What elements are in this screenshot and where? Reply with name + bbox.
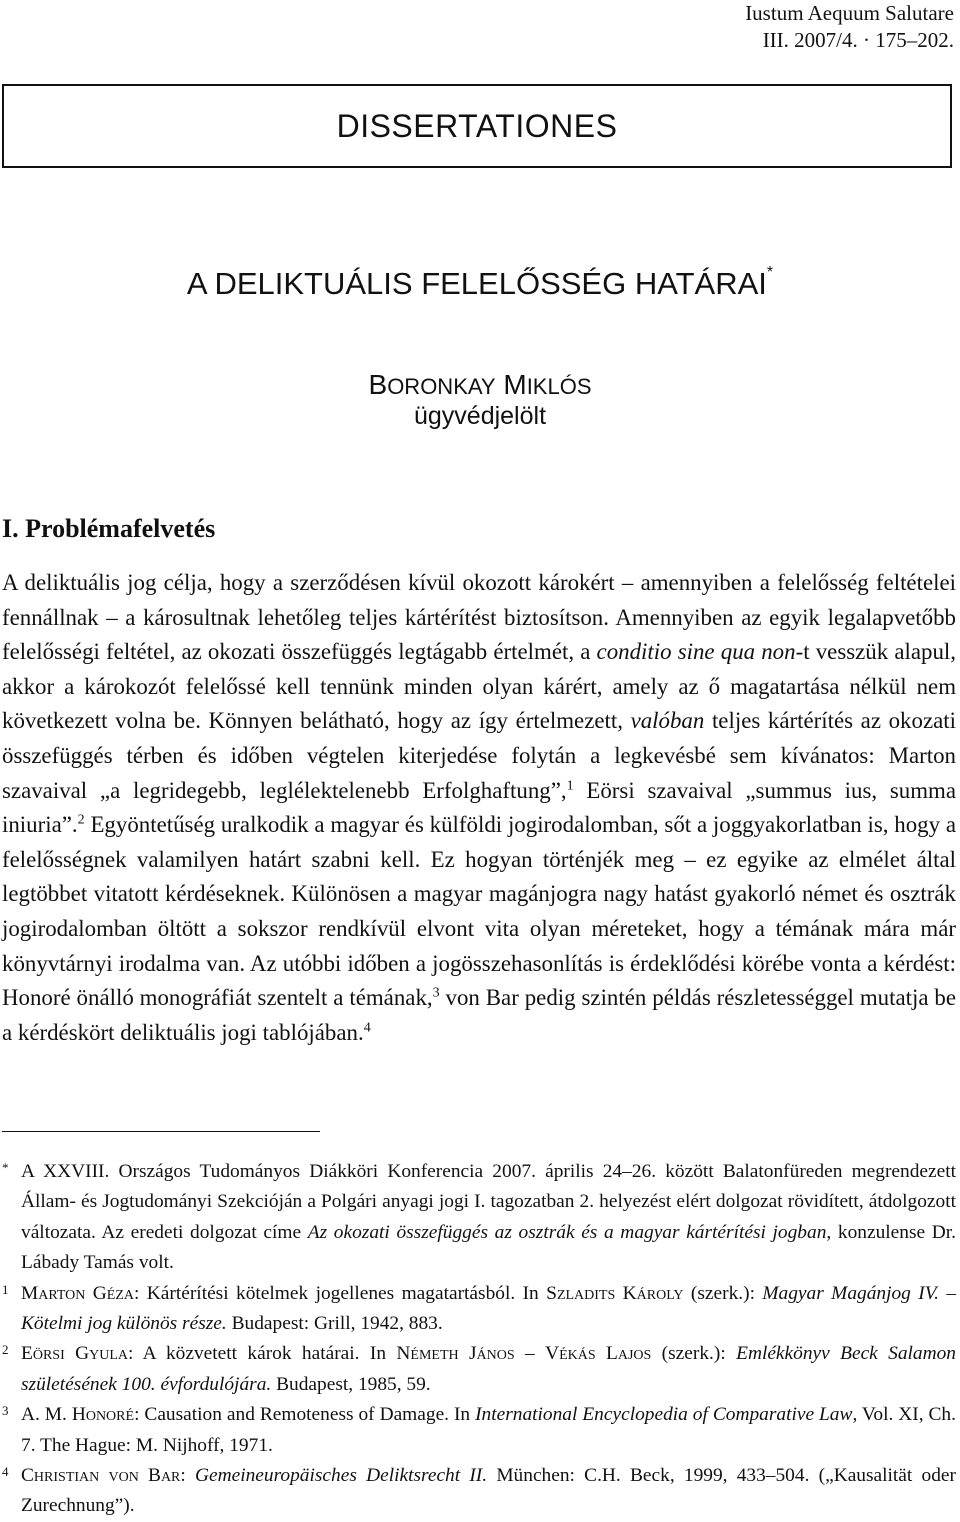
text-run: Eörsi szavaival „summus ius, summa iniuria”. bbox=[2, 777, 956, 838]
article-title-text: A DELIKTUÁLIS FELELŐSSÉG HATÁRAI bbox=[186, 266, 767, 301]
footnote-ref-3[interactable]: 3 bbox=[432, 985, 440, 1001]
text-run: von Bar pedig szintén példás részletességgel mutatja be a kérdéskört deliktuális jogi tablójában. bbox=[2, 985, 956, 1045]
footnote-mark: 3 bbox=[2, 1403, 9, 1419]
journal-name: Iustum Aequum Salutare bbox=[745, 1, 954, 25]
article-title bbox=[0, 266, 960, 302]
footnote-text: : Causation and Remoteness of Damage. In bbox=[134, 1404, 476, 1426]
footnote-author: Eörsi Gyula bbox=[21, 1343, 128, 1365]
section-banner: DISSERTATIONES bbox=[2, 84, 952, 168]
footnote-author: Marton Géza bbox=[21, 1282, 134, 1304]
footnote-ref-4[interactable]: 4 bbox=[363, 1020, 371, 1036]
footnote-divider bbox=[2, 1131, 320, 1132]
footnote-text: (szerk.): bbox=[651, 1343, 737, 1365]
footnote-mark: 1 bbox=[2, 1281, 9, 1297]
footnote-italic: International Encyclopedia of Comparative Law bbox=[475, 1404, 853, 1426]
author-name bbox=[0, 369, 960, 401]
text-run: Egyöntetűség uralkodik a magyar és külföldi jogirodalomban, sőt a joggyakorlatban is, hogy a felelősségnek valamilyen határt szabni kell. Ez hogyan történjék meg – ez egyike az elmélet által legtöbbet vitatott kérdéseknek. Különösen a magyar magánjogra nagy hatást gyakorló német és osztrák jogirodalomban öltött a sokszor rendkívül elvont vita olyan méreteket, hogy a témának mára már könyvtárnyi irodalma van. Az utóbbi időben a jogösszehasonlítás is érdeklődési körébe vonta a kérdést: Honoré önálló monográfiát szentelt a témának, bbox=[2, 812, 956, 1011]
footnote-italic: Emlékkönyv Beck Salamon születésének 100. évfordulójára. bbox=[21, 1343, 957, 1395]
author-role: ügyvédjelölt bbox=[413, 402, 547, 430]
footnote-author: Christian von Bar bbox=[21, 1465, 181, 1487]
journal-header bbox=[745, 0, 954, 54]
footnote-editor: Vékás Lajos bbox=[545, 1343, 652, 1365]
footnote-italic: Gemeineuropäisches Deliktsrecht II. bbox=[194, 1465, 488, 1487]
section-heading: I. Problémafelvetés bbox=[2, 514, 216, 543]
footnote-text: A XXVIII. Országos Tudományos Diákköri Konferencia 2007. április 24–26. között Balatonfüreden megrendezett Állam- és Jogtudományi Szekcióján a Polgári anyagi jogi I. tagozatban 2. helyezést elért dolgozat rövidített, átdolgozott változata. Az eredeti dolgozat címe bbox=[21, 1161, 956, 1243]
text-run: teljes kártérítés az okozati összefüggés térben és időben végtelen kiterjedése folytán a legkevésbé sem kívánatos: Marton szavaival „a legridegebb, leglélektelenebb Erfolghaftung”, bbox=[2, 708, 956, 803]
footnote-text: München: C.H. Beck, 1999, 433–504. („Kausalität oder Zurechnung”). bbox=[21, 1465, 956, 1517]
footnote-editor: Szladits Károly bbox=[546, 1282, 684, 1304]
footnote-text: Budapest, 1985, 59. bbox=[271, 1373, 431, 1395]
footnote-text: : A közvetett károk határai. In bbox=[128, 1343, 397, 1365]
footnote-2 bbox=[2, 1339, 956, 1400]
footnote-mark: 4 bbox=[2, 1464, 9, 1480]
footnote-text: (szerk.): bbox=[683, 1282, 763, 1304]
footnote-italic: Az okozati összefüggés az osztrák és a magyar kártérítési jogban bbox=[307, 1221, 827, 1243]
text-run-italic: valóban bbox=[630, 708, 705, 734]
title-footnote-mark[interactable]: * bbox=[766, 264, 774, 281]
footnote-text: , konzulense Dr. Lábady Tamás volt. bbox=[21, 1221, 956, 1274]
footnote-4 bbox=[2, 1461, 956, 1522]
footnote-1 bbox=[2, 1279, 956, 1340]
footnote-star bbox=[2, 1157, 956, 1279]
footnote-text: : Kártérítési kötelmek jogellenes magatartásból. In bbox=[134, 1282, 547, 1304]
footnote-text: A. M. bbox=[21, 1404, 72, 1426]
author-surname-initial: B bbox=[368, 369, 388, 400]
paragraph bbox=[2, 566, 956, 1050]
text-run: -t vesszük alapul, akkor a károkozót felelőssé kell tennünk minden olyan kárért, amely az ő magatartása nélkül nem következett volna be. Könnyen belátható, hogy az így értelmezett, bbox=[2, 639, 956, 734]
footnote-author: Honoré bbox=[71, 1404, 135, 1426]
footnote-mark: 2 bbox=[2, 1342, 9, 1358]
footnote-text: – bbox=[514, 1343, 546, 1365]
author-surname-rest: ORONKAY bbox=[387, 374, 496, 399]
footnote-3 bbox=[2, 1400, 956, 1461]
footnote-text: , Vol. XI, Ch. 7. The Hague: M. Nijhoff, 1971. bbox=[21, 1404, 956, 1456]
footnotes bbox=[2, 1157, 956, 1522]
footnote-italic: Magyar Magánjog IV. – Kötelmi jog különös része. bbox=[21, 1282, 957, 1335]
journal-issue: III. 2007/4. · 175–202. bbox=[762, 28, 954, 52]
footnote-ref-2[interactable]: 2 bbox=[77, 812, 85, 828]
author-given-rest: IKLÓS bbox=[526, 374, 592, 399]
author-given-initial: M bbox=[503, 369, 527, 400]
text-run-italic: conditio sine qua non bbox=[596, 639, 796, 665]
body-text bbox=[2, 566, 956, 1050]
text-run: A deliktuális jog célja, hogy a szerződésen kívül okozott károkért – amennyiben a felelősség feltételei fennállnak – a károsultnak lehetőleg teljes kártérítést biztosítson. Amennyiben az egyik legalapvetőbb felelősségi feltétel, az okozati összefüggés legtágabb értelmét, a bbox=[2, 570, 956, 665]
footnote-text: : bbox=[180, 1465, 195, 1487]
footnote-text: Budapest: Grill, 1942, 883. bbox=[226, 1313, 443, 1335]
footnote-ref-1[interactable]: 1 bbox=[566, 777, 574, 793]
footnote-mark: * bbox=[2, 1160, 9, 1175]
footnote-editor: Németh János bbox=[396, 1343, 515, 1365]
